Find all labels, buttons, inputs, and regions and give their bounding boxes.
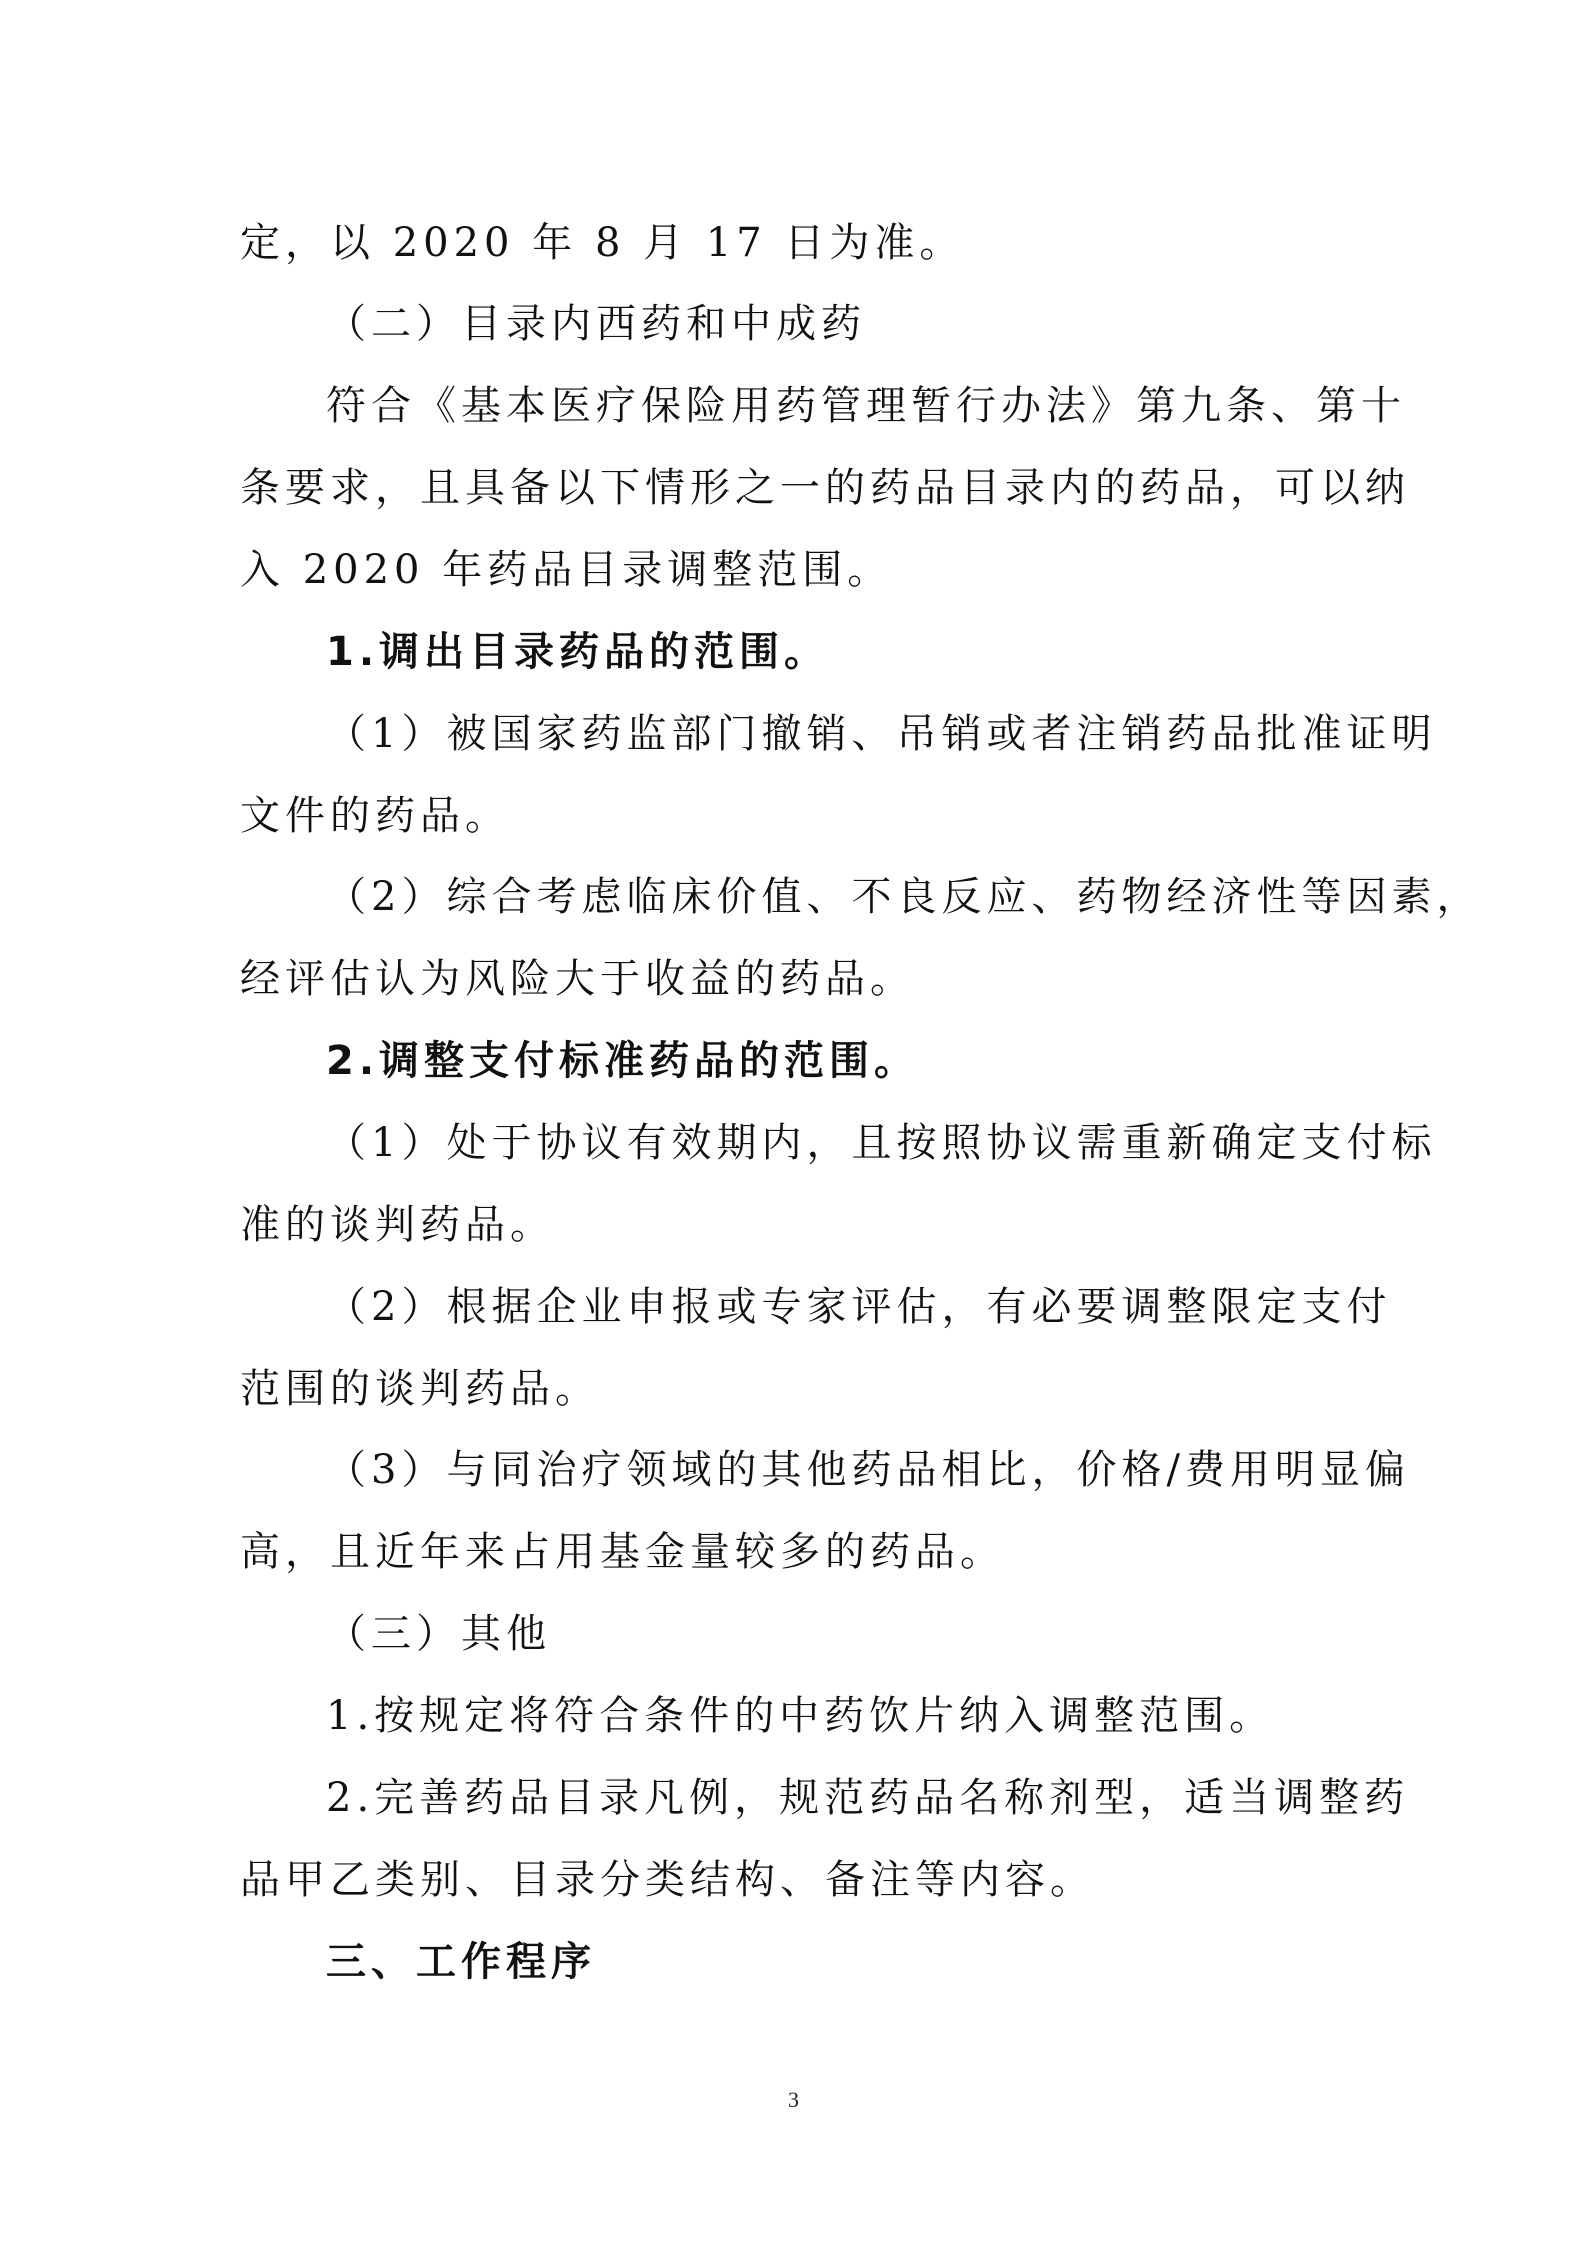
text-line: 品甲乙类别、目录分类结构、备注等内容。 — [240, 1857, 1095, 1903]
subheading-others: （三）其他 — [326, 1611, 551, 1657]
subheading-payment-standard-scope: 2.调整支付标准药品的范围。 — [326, 1038, 920, 1084]
text-line: 经评估认为风险大于收益的药品。 — [240, 956, 915, 1002]
text-line: 范围的谈判药品。 — [240, 1366, 600, 1412]
subheading-removal-scope: 1.调出目录药品的范围。 — [326, 629, 830, 675]
text-line-date: 定，以 2020 年 8 月 17 日为准。 — [240, 220, 965, 266]
text-line: （2）综合考虑临床价值、不良反应、药物经济性等因素， — [326, 874, 1482, 920]
text-line: （1）被国家药监部门撤销、吊销或者注销药品批准证明 — [326, 711, 1437, 757]
text-line: 条要求，且具备以下情形之一的药品目录内的药品，可以纳 — [240, 465, 1410, 511]
text-line: 2.完善药品目录凡例，规范药品名称剂型，适当调整药 — [326, 1775, 1410, 1821]
text-line: （1）处于协议有效期内，且按照协议需重新确定支付标 — [326, 1120, 1437, 1166]
page-number: 3 — [788, 2087, 799, 2112]
text-line: 符合《基本医疗保险用药管理暂行办法》第九条、第十 — [326, 383, 1406, 429]
text-line: （3）与同治疗领域的其他药品相比，价格/费用明显偏 — [326, 1447, 1410, 1493]
text-line: （2）根据企业申报或专家评估，有必要调整限定支付 — [326, 1284, 1392, 1330]
section-heading-work-procedure: 三、工作程序 — [326, 1939, 596, 1985]
text-line: 文件的药品。 — [240, 793, 510, 839]
text-line: 1.按规定将符合条件的中药饮片纳入调整范围。 — [326, 1693, 1275, 1739]
subheading-western-and-chinese-medicines: （二）目录内西药和中成药 — [326, 301, 866, 347]
text-line: 入 2020 年药品目录调整范围。 — [240, 547, 893, 593]
text-line: 准的谈判药品。 — [240, 1202, 555, 1248]
text-line: 高，且近年来占用基金量较多的药品。 — [240, 1529, 1005, 1575]
